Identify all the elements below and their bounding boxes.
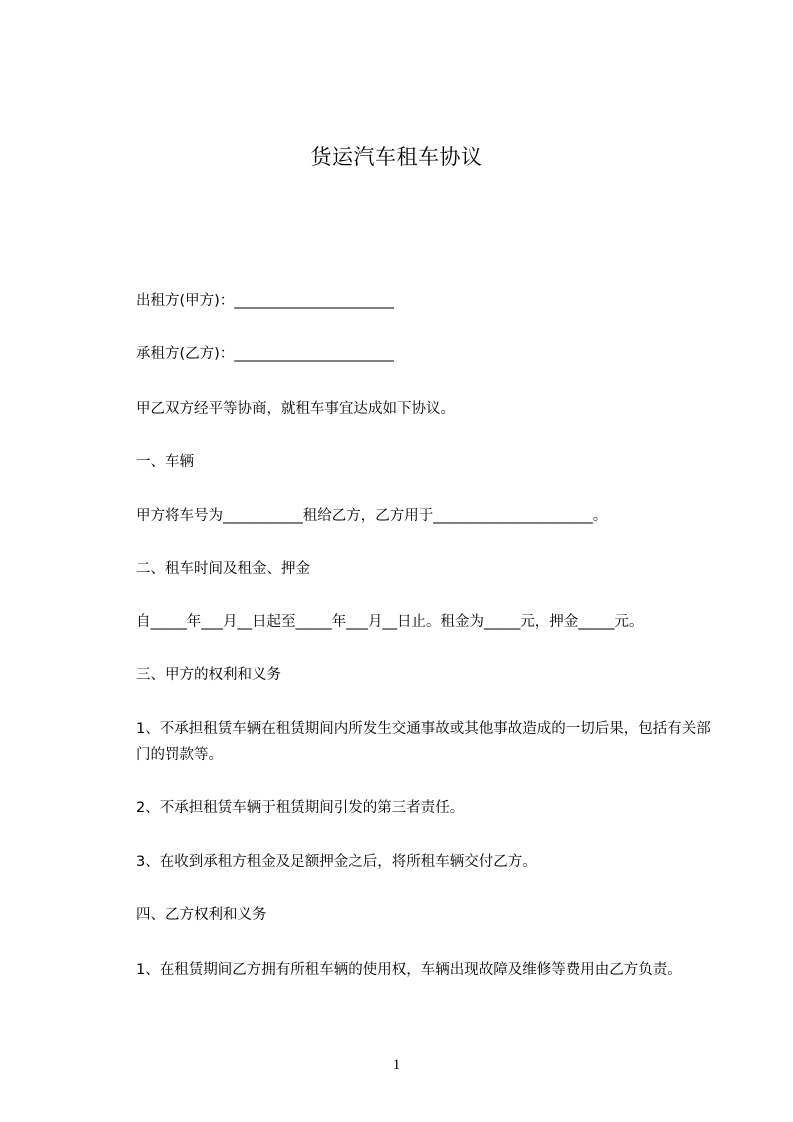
section-heading-lessor-rights: 三、甲方的权利和义务 [136, 667, 281, 683]
page-number: 1 [392, 1057, 401, 1073]
lessor-clause-3: 3、在收到承租方租金及足额押金之后，将所租车辆交付乙方。 [136, 854, 537, 870]
lessor-line: 出租方(甲方)：______________________ [136, 293, 394, 309]
lessor-clause-1: 1、不承担租赁车辆在租赁期间内所发生交通事故或其他事故造成的一切后果，包括有关部门的罚款等。 [136, 721, 711, 763]
section-heading-lessee-rights: 四、乙方权利和义务 [136, 907, 267, 923]
vehicle-clause: 甲方将车号为___________租给乙方，乙方用于______________________。 [136, 508, 608, 524]
document-title: 货运汽车租车协议 [310, 145, 483, 169]
lessor-clause-2: 2、不承担租赁车辆于租赁期间引发的第三者责任。 [136, 800, 465, 816]
intro-line: 甲乙双方经平等协商，就租车事宜达成如下协议。 [136, 401, 455, 417]
section-heading-rental-period: 二、租车时间及租金、押金 [136, 561, 310, 577]
lessee-line: 承租方(乙方)：______________________ [136, 346, 394, 362]
rental-period-clause: 自_____年___月__日起至_____年___月__日止。租金为_____元，押金_____元。 [136, 614, 644, 630]
lessee-clause-1: 1、在租赁期间乙方拥有所租车辆的使用权，车辆出现故障及维修等费用由乙方负责。 [136, 962, 682, 978]
section-heading-vehicle: 一、车辆 [136, 454, 194, 470]
